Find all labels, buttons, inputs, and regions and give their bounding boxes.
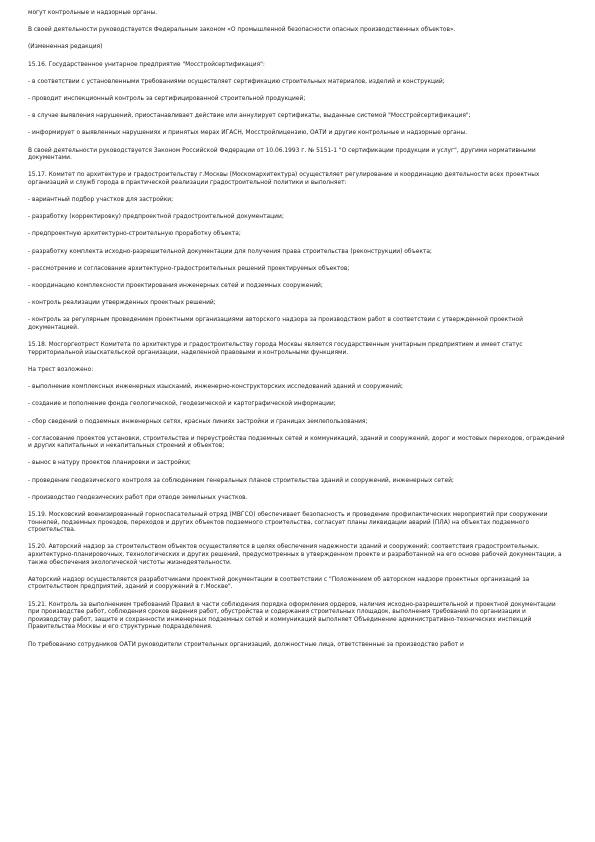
paragraph-23: - сбор сведений о подземных инженерных сетях, красных линиях застройки и границах землепользования; — [28, 418, 368, 425]
paragraph-4: 15.16. Государственное унитарное предприятие "Мосстройсертификация": — [28, 61, 265, 68]
paragraph-30: Авторский надзор осуществляется разработчиками проектной документации в соответствии с "Положением об авторском надзоре проектных организаций за строительством предприятий, зданий и сооружений в г.Москве". — [28, 576, 530, 591]
document-page — [28, 10, 568, 659]
paragraph-24: - согласование проектов установки, строительства и переустройства подземных сетей и коммуникаций, зданий и сооружений, дорог и мостовых переходов, ограждений и других капитальных и некапитальных строений и объектов; — [28, 435, 565, 450]
paragraph-21: - выполнение комплексных инженерных изысканий, инженерно-конструкторских исследований зданий и сооружений; — [28, 384, 403, 391]
paragraph-11: - вариантный подбор участков для застройки; — [28, 197, 174, 204]
paragraph-28: 15.19. Московский военизированный горноспасательный отряд (МВГСО) обеспечивает безопасность и проведение профилактических мероприятий при сооружении тоннелей, подземных проездов, переходов и других объектов подземного строительства, согласует планы ликвидации аварий (ПЛА) на объектах подземного строительства. — [28, 512, 548, 534]
paragraph-12: - разработку (корректировку) предпроектной градостроительной документации; — [28, 214, 284, 221]
paragraph-6: - проводит инспекционный контроль за сертифицированной строительной продукцией; — [28, 95, 306, 102]
paragraph-20: На трест возложено: — [28, 366, 94, 373]
paragraph-13: - предпроектную архитектурно-строительную проработку объекта; — [28, 231, 241, 238]
paragraph-25: - вынос в натуру проектов планировки и застройки; — [28, 460, 191, 467]
paragraph-19: 15.18. Мосгоргеотрест Комитета по архитектуре и градостроительству города Москвы является государственным унитарным предприятием и имеет статус территориальной изыскательской организации, наделенной правовыми и контрольными функциями. — [28, 342, 523, 356]
paragraph-32: По требованию сотрудников ОАТИ руководители строительных организаций, должностные лица, ответственные за производство работ и — [28, 641, 464, 648]
paragraph-1: могут контрольные и надзорные органы. — [28, 10, 158, 16]
paragraph-18: - контроль за регулярным проведением проектными организациями авторского надзора за производством работ в соответствии с утвержденной проектной документацией. — [28, 317, 523, 331]
paragraph-29: 15.20. Авторский надзор за строительством объектов осуществляется в целях обеспечения надежности зданий и сооружений; соответствия градостроительных, архитектурно-планировочных, технологических и других решений, предусмотренных в утвержденном проекте и разработанной на его основе рабочей документации, а также обеспечения экологической чистоты жизнедеятельности. — [28, 544, 562, 566]
paragraph-5: - в соответствии с установленными требованиями осуществляет сертификацию строительных материалов, изделий и конструкций; — [28, 78, 445, 85]
paragraph-22: - создание и пополнение фонда геологической, геодезической и картографической информации; — [28, 401, 336, 408]
paragraph-3: (Измененная редакция) — [28, 44, 103, 51]
paragraph-7: - в случае выявления нарушений, приостанавливает действие или аннулирует сертификаты, выданные системой "Мосстройсертификация"; — [28, 113, 471, 120]
paragraph-15: - рассмотрение и согласование архитектурно-градостроительных решений проектируемых объектов; — [28, 265, 350, 272]
paragraph-17: - контроль реализации утвержденных проектных решений; — [28, 300, 216, 307]
paragraph-10: 15.17. Комитет по архитектуре и градостроительству г.Москвы (Москомархитектура) осуществляет регулирование и координацию деятельности всех проектных организаций и служб города в практической реализации градостроительной политики и выполняет: — [28, 172, 540, 186]
paragraph-27: - производство геодезических работ при отводе земельных участков. — [28, 494, 248, 501]
paragraph-26: - проведение геодезического контроля за соблюдением генеральных планов строительства зданий и сооружений, инженерных сетей; — [28, 477, 454, 484]
paragraph-14: - разработку комплекта исходно-разрешительной документации для получения права строительства (реконструкции) объекта; — [28, 248, 432, 255]
paragraph-9: В своей деятельности руководствуется Законом Российской Федерации от 10.06.1993 г. № 5151-1 "О сертификации продукции и услуг", другими нормативными документами. — [28, 147, 536, 162]
paragraph-8: - информирует о выявленных нарушениях и принятых мерах ИГАСН, Мосстройлицензию, ОАТИ и другие контрольные и надзорные органы. — [28, 130, 468, 137]
paragraph-31: 15.21. Контроль за выполнением требований Правил в части соблюдения порядка оформления ордеров, наличия исходно-разрешительной и проектной документации при производстве работ, соблюдения сроков ведения работ, обустройства и содержания строительных площадок, выполнения требований по организации и производству работ, защите и сохранности инженерных подземных сетей и коммуникаций выполняет Объединение административно-технических инспекций Правительства Москвы и его структурные подразделения. — [28, 601, 556, 631]
paragraph-2: В своей деятельности руководствуется Федеральным законом «О промышленной безопасности опасных производственных объектов». — [28, 27, 456, 34]
paragraph-16: - координацию комплексности проектирования инженерных сетей и подземных сооружений; — [28, 283, 323, 289]
